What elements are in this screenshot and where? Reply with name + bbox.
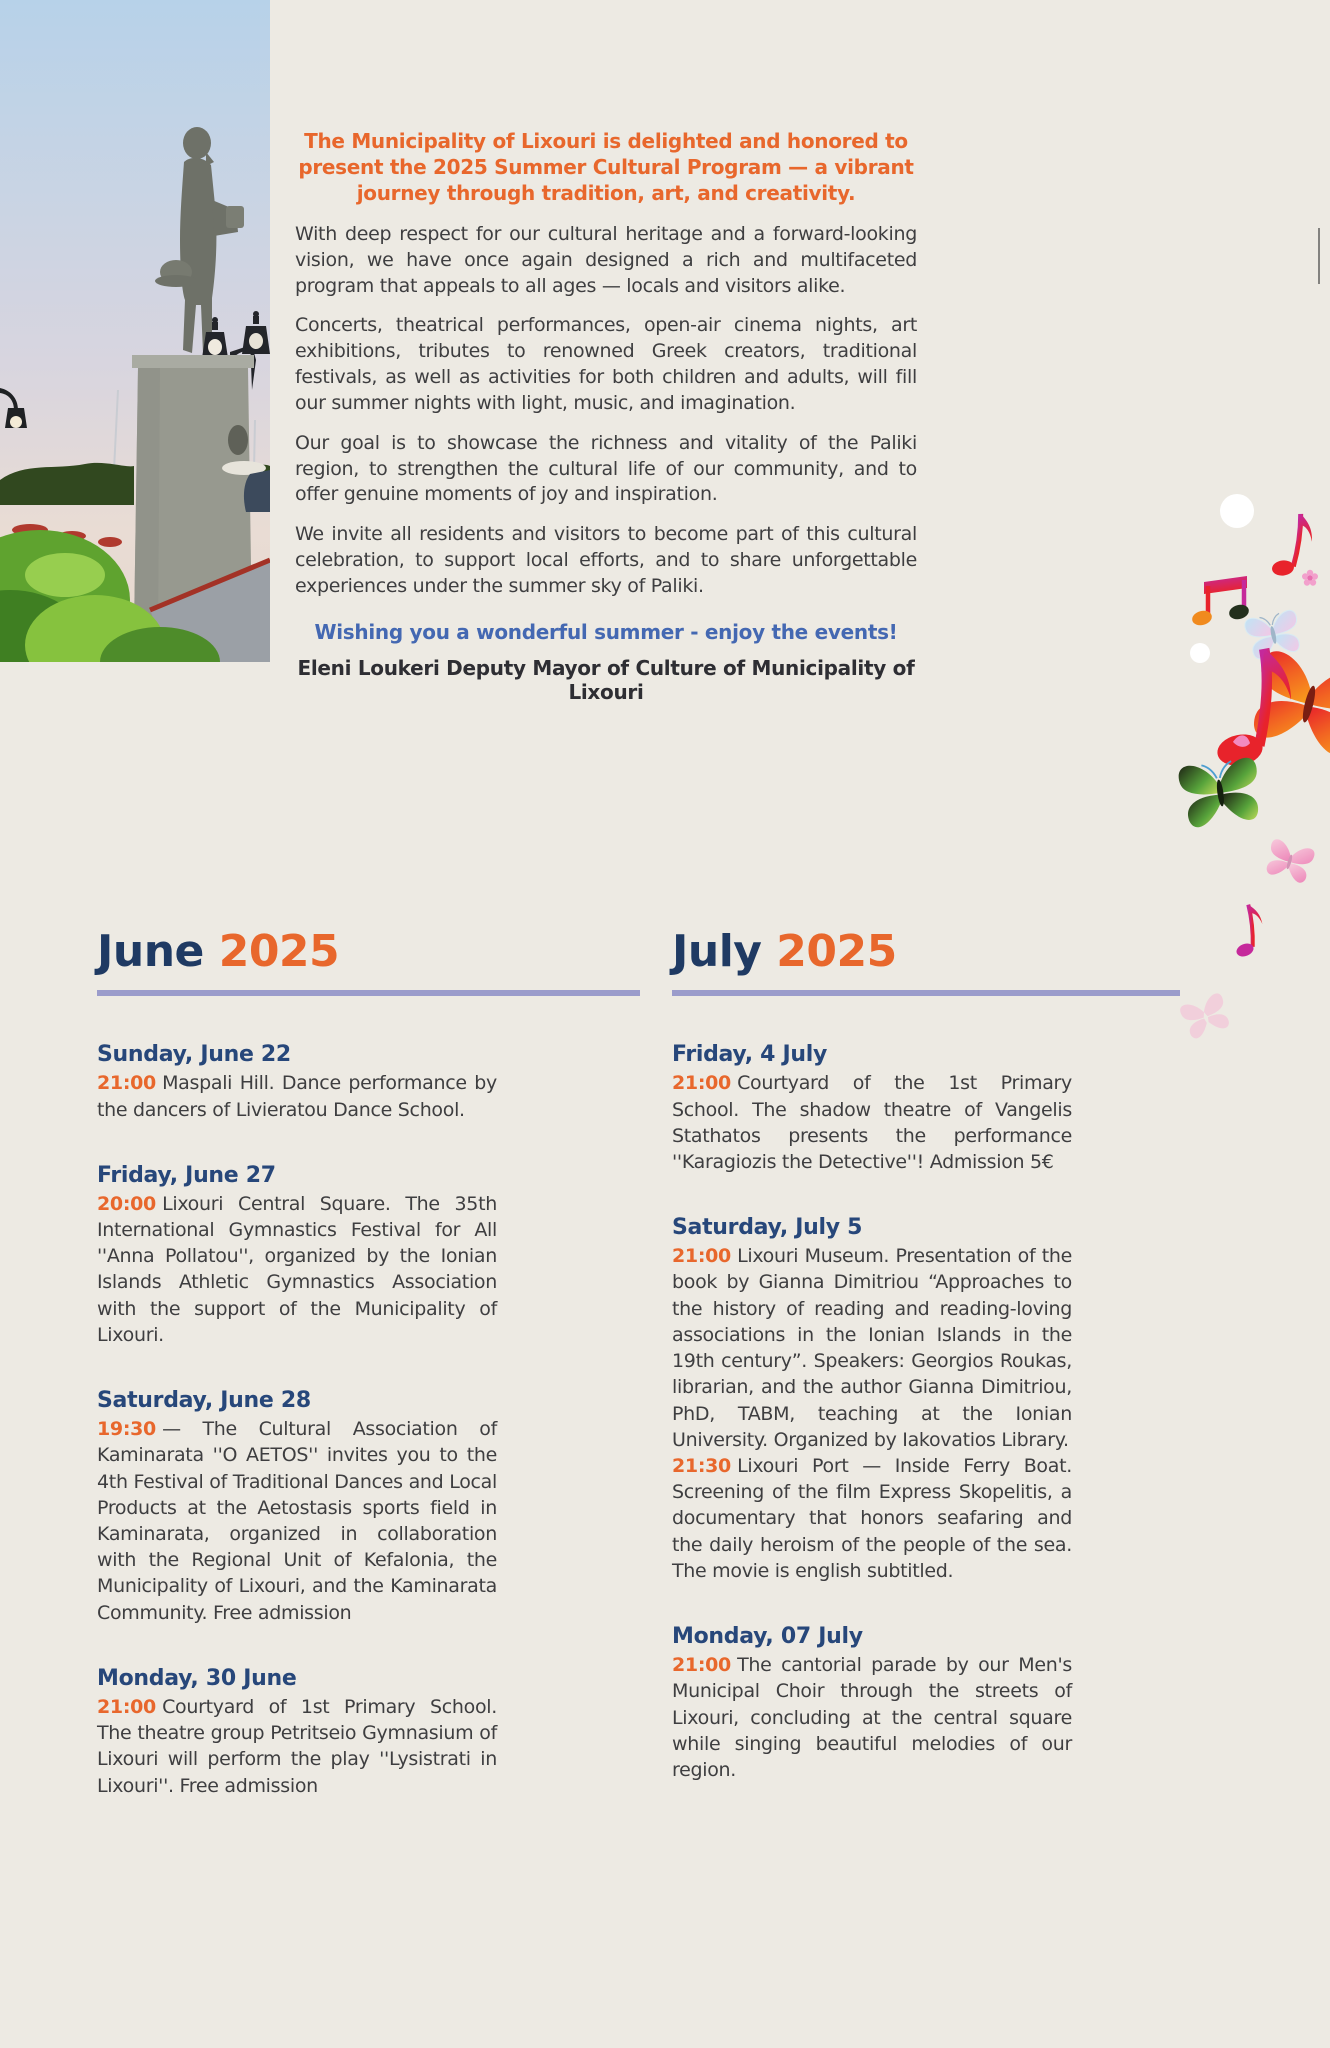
month-column-july: [672, 928, 1180, 1799]
month-name: June: [97, 926, 204, 977]
intro-heading: The Municipality of Lixouri is delighted and honored to present the 2025 Summer Cultural Program — a vibrant journey through tradition, art, and creativity.: [298, 129, 914, 205]
event-time: 21:00: [672, 1072, 731, 1095]
intro-paragraph: Concerts, theatrical performances, open-air cinema nights, art exhibitions, tributes to renowned Greek creators, traditional festivals, as well as activities for both children and adults, will fill our summer nights with light, music, and imagination.: [295, 314, 917, 414]
event-list: [672, 1042, 1072, 1783]
butterfly-icon: [1179, 992, 1233, 1041]
statue-photo-illustration: [0, 0, 270, 662]
event-text: Courtyard of 1st Primary School. The theatre group Petritseio Gymnasium of Lixouri will perform the play ''Lysistrati in Lixouri''. Free admission: [97, 1695, 497, 1797]
month-column-june: [97, 928, 640, 1799]
dot-circle-icon: [1190, 643, 1210, 663]
event: [672, 1215, 1072, 1584]
event-time: 21:00: [97, 1695, 156, 1718]
signature-attribution: Eleni Loukeri Deputy Mayor of Culture of Municipality of Lixouri: [297, 655, 915, 704]
page-edge-line: [1318, 228, 1320, 284]
event: [97, 1388, 497, 1626]
event-description: [97, 1191, 497, 1348]
event: [97, 1042, 497, 1122]
event-text: Courtyard of the 1st Primary School. The shadow theatre of Vangelis Stathatos presents the performance ''Karagiozis the Detective''! Admission 5€: [672, 1072, 1072, 1174]
event: [97, 1163, 497, 1348]
beamed-note-icon: [1191, 576, 1251, 627]
month-year: 2025: [776, 926, 897, 977]
event-day: Friday, 4 July: [672, 1042, 828, 1068]
event-day: Friday, June 27: [97, 1162, 276, 1188]
event-day: Sunday, June 22: [97, 1042, 291, 1068]
dot-circle-icon: [1220, 494, 1254, 528]
event-text: Lixouri Port — Inside Ferry Boat. Screening of the film Express Skopelitis, a documentary that honors seafaring and the daily heroism of the people of the sea. The movie is english subtitled.: [672, 1455, 1072, 1582]
event-description: [97, 1070, 497, 1122]
month-underline: [672, 990, 1180, 996]
event-time: 21:00: [672, 1245, 731, 1268]
event-time: 21:00: [97, 1072, 156, 1095]
intro-paragraph: Our goal is to showcase the richness and vitality of the Paliki region, to strengthen the cultural life of our community, and to offer genuine moments of joy and inspiration.: [295, 431, 917, 506]
month-heading: [97, 928, 640, 976]
event-day: Monday, 30 June: [97, 1665, 297, 1691]
event-text: Maspali Hill. Dance performance by the dancers of Livieratou Dance School.: [97, 1072, 497, 1121]
event-description: [672, 1070, 1072, 1175]
event: [97, 1666, 497, 1799]
event-list: [97, 1042, 497, 1798]
event-description: [672, 1652, 1072, 1783]
event: [672, 1624, 1072, 1783]
event-text: The cantorial parade by our Men's Municipal Choir through the streets of Lixouri, concluding at the central square while singing beautiful melodies of our region.: [672, 1654, 1072, 1781]
event-description: [97, 1694, 497, 1799]
event-time: 19:30: [97, 1418, 156, 1441]
event-day: Saturday, June 28: [97, 1388, 311, 1414]
event: [672, 1042, 1072, 1175]
event-description: [97, 1416, 497, 1626]
event-description: [672, 1453, 1072, 1584]
intro-paragraph: We invite all residents and visitors to become part of this cultural celebration, to support local efforts, and to share unforgettable experiences under the summer sky of Paliki.: [295, 523, 917, 597]
intro-section: [295, 128, 917, 704]
event-time: 21:30: [672, 1455, 731, 1478]
intro-paragraph: With deep respect for our cultural heritage and a forward-looking vision, we have once again designed a rich and multifaceted program that appeals to all ages — locals and visitors alike.: [295, 223, 917, 297]
event-time: 20:00: [97, 1192, 156, 1215]
event-time: 21:00: [672, 1654, 731, 1677]
event-text: Lixouri Central Square. The 35th International Gymnastics Festival for All ''Anna Pollatou'', organized by the Ionian Islands Athletic Gymnastics Association with the support of the Municipality of Lixouri.: [97, 1192, 497, 1346]
closing-wish: Wishing you a wonderful summer - enjoy the events!: [314, 619, 898, 644]
event-description: [672, 1243, 1072, 1453]
month-heading: [672, 928, 1180, 976]
event-day: Monday, 07 July: [672, 1624, 863, 1650]
month-name: July: [672, 926, 762, 977]
event-text: — The Cultural Association of Kaminarata ''O AETOS'' invites you to the 4th Festival of Traditional Dances and Local Products at the Aetostasis sports field in Kaminarata, organized in collaboration with the Regional Unit of Kefalonia, the Municipality of Lixouri, and the Kaminarata Community. Free admission: [97, 1418, 497, 1624]
flower-icon: [1302, 570, 1318, 586]
events-calendar: [97, 928, 1180, 1799]
music-note-icon: [1230, 903, 1265, 959]
month-underline: [97, 990, 640, 996]
month-year: 2025: [218, 926, 340, 977]
butterfly-icon: [1263, 838, 1315, 885]
statue-photo: [0, 0, 270, 662]
event-text: Lixouri Museum. Presentation of the book by Gianna Dimitriou “Approaches to the history of reading and reading-loving associations in the Ionian Islands in the 19th century”. Speakers: Georgios Roukas, librarian, and the author Gianna Dimitriou, PhD, TABM, teaching at the Ionian University. Organized by Iakovatios Library.: [672, 1245, 1072, 1451]
event-day: Saturday, July 5: [672, 1215, 863, 1241]
butterfly-icon: [1177, 756, 1263, 829]
